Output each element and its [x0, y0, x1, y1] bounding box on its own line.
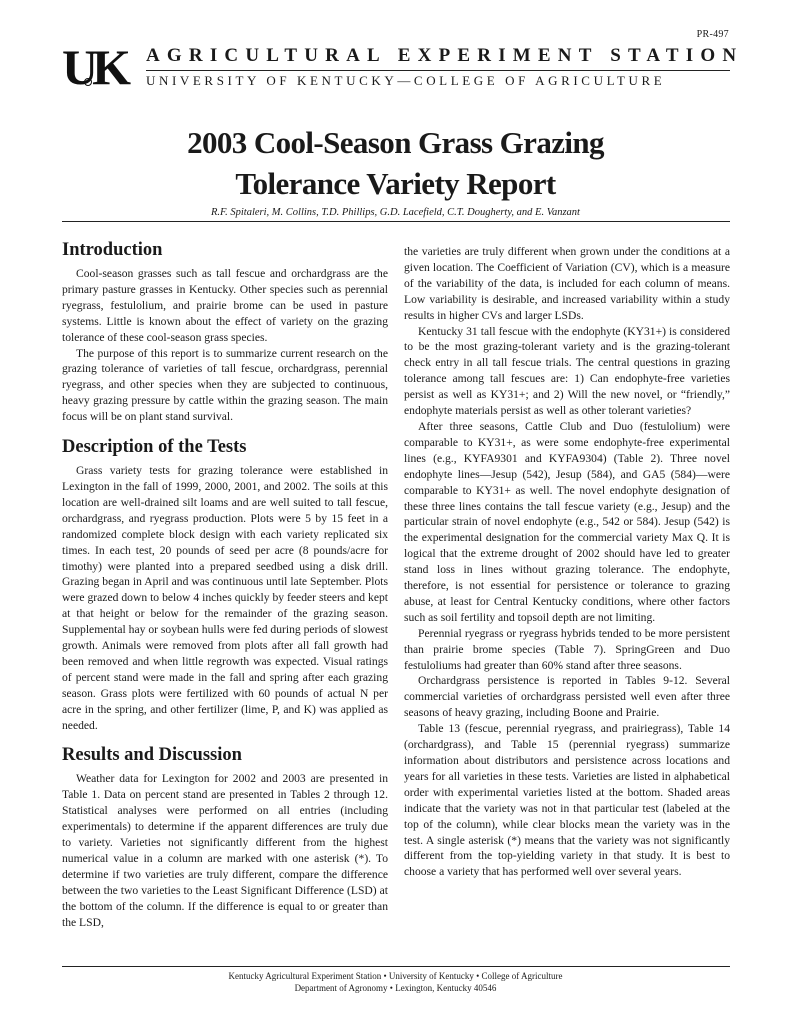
- results-paragraph-1: Weather data for Lexington for 2002 and 2003 are presented in Table 1. Data on percent stand are presented in Tables 2 through 12. Statistical analyses were performed on all entries (including experimentals) to determine if the apparent differences are truly due to variety. Varieties not significantly different from the highest numerical value in a column are marked with one asterisk (*). To determine if two varieties are truly different, compare the difference between the two varieties to the Least Significant Difference (LSD) at the bottom of the column. If the difference is equal to or greater than the LSD,: [62, 772, 388, 929]
- uk-logo-text: UK: [62, 39, 125, 95]
- masthead: [62, 39, 744, 95]
- uk-logo: [62, 39, 132, 95]
- heading-introduction: Introduction: [62, 240, 163, 260]
- left-column: [62, 238, 388, 931]
- results-paragraph-3: After three seasons, Cattle Club and Duo (festulolium) were comparable to KY31+, as were some endophyte-free experimental lines (e.g., KYFA9301 and KYFA9304) (Table 2). Three novel endophyte lines—Jesup (542), Jesup (584), and GA5 (584)—were comparable to KY31+ as well. The novel endophyte designation of these three lines contains the tall fescue variety (e.g., Jesup) and the particular strain of novel endophyte (e.g., 542 or 584). Jesup (542) is the experimental designation for the commercial variety Max Q. It is logical that the extreme drought of 2002 should have led to greater stand loss in lines without grazing tolerance. The endophyte, therefore, is not essential for persistence or tolerance to grazing abuse, at least for Central Kentucky conditions, where other factors such as soil fertility and topsoil depth are not limiting.: [404, 419, 730, 624]
- results-paragraph-1-continued: the varieties are truly different when grown under the conditions at a given location. The Coefficient of Variation (CV), which is a measure of the variability of the data, is included for each column of means. Low variability is desirable, and increased variability within a study results in higher CVs and larger LSDs.: [404, 245, 730, 322]
- footer-line-2: Department of Agronomy • Lexington, Kentucky 40546: [294, 983, 497, 993]
- registered-mark-icon: [84, 78, 92, 86]
- description-paragraph-1: Grass variety tests for grazing tolerance were established in Lexington in the fall of 1999, 2000, 2001, and 2002. The soils at this location are well-drained silt loams and are well suited to tall fescue, orchardgrass, and ryegrass production. Plots were 5 by 15 feet in a randomized complete block design with each variety replicated six times. In each test, 20 pounds of seed per acre (8 pounds/acre for timothy) were planted into a prepared seedbed using a disk drill. Grazing began in April and was continuous until late September. Plots were grazed down to below 4 inches quickly by feeder steers and kept at that height or below for the remainder of the grazing season. Supplemental hay or soybean hulls were fed during periods of slowest growth. Animals were removed from plots after all fall growth had been removed and when little regrowth was expected. Visual ratings of percent stand were made in the fall and spring after each grazing season. Grass plots were fertilized with 60 pounds of actual N per acre in the spring, and other fertilizer (lime, P, and K) was applied as needed.: [62, 464, 388, 732]
- results-paragraph-4: Perennial ryegrass or ryegrass hybrids tended to be more persistent than prairie brome species (Table 7). SpringGreen and Duo festuloliums had greater than 60% stand after three seasons.: [404, 626, 730, 672]
- results-paragraph-5: Orchardgrass persistence is reported in Tables 9-12. Several commercial varieties of orchardgrass persisted well even after three seasons of heavy grazing, including Boone and Prairie.: [404, 674, 730, 720]
- masthead-divider: [146, 70, 730, 71]
- intro-paragraph-1: Cool-season grasses such as tall fescue and orchardgrass are the primary pasture grasses in Kentucky. Other species such as perennial ryegrass, festulolium, and prairie brome can be used in pasture systems. Little is known about the effect of variety on the grazing tolerance of these cool-season grass species.: [62, 267, 388, 344]
- heading-description: Description of the Tests: [62, 437, 247, 458]
- footer-divider: [62, 966, 730, 967]
- results-paragraph-2: Kentucky 31 tall fescue with the endophyte (KY31+) is considered to be the most grazing-tolerant variety and is the grazing-tolerant check entry in all tall fescue trials. The central questions in grazing tolerance among tall fescues are: 1) Can endophyte-free varieties persist as well as KY31+; and 2) Will the new novel, or “friendly,” endophyte materials persist as well as other tolerant varieties?: [404, 324, 730, 418]
- right-column: [404, 244, 730, 880]
- intro-paragraph-2: The purpose of this report is to summarize current research on the grazing tolerance of varieties of tall fescue, orchardgrass, perennial ryegrass, and other species when they are subjected to continuous, heavy grazing pressure by cattle within the grazing season. The main focus will be on plant stand survival.: [62, 346, 388, 424]
- title-divider: [62, 221, 730, 222]
- footer: [0, 970, 791, 994]
- heading-results: Results and Discussion: [62, 745, 242, 766]
- university-line: UNIVERSITY OF KENTUCKY—COLLEGE OF AGRICULTURE: [146, 73, 666, 88]
- title-line-2: Tolerance Variety Report: [235, 166, 556, 201]
- results-paragraph-6: Table 13 (fescue, perennial ryegrass, and prairiegrass), Table 14 (orchardgrass), and Table 15 (perennial ryegrass) summarize information about distributors and persistence across locations and years for all varieties in these tests. Varieties are listed in alphabetical order with experimental varieties listed at the bottom. Shaded areas indicate that the variety was not in that particular test (labeled at the top of the column), while clear blocks mean the variety was in the test. A single asterisk (*) means that the variety was not significantly different from the top-yielding variety in that study. It is best to choose a variety that has performed well over several years.: [404, 722, 730, 879]
- footer-line-1: Kentucky Agricultural Experiment Station • University of Kentucky • College of Agriculture: [228, 971, 563, 981]
- authors: R.F. Spitaleri, M. Collins, T.D. Phillips, G.D. Lacefield, C.T. Dougherty, and E. Vanzant: [211, 207, 580, 218]
- station-title: AGRICULTURAL EXPERIMENT STATION: [146, 45, 744, 66]
- report-title: [0, 122, 791, 204]
- title-line-1: 2003 Cool-Season Grass Grazing: [187, 125, 604, 160]
- report-id: PR-497: [696, 29, 729, 40]
